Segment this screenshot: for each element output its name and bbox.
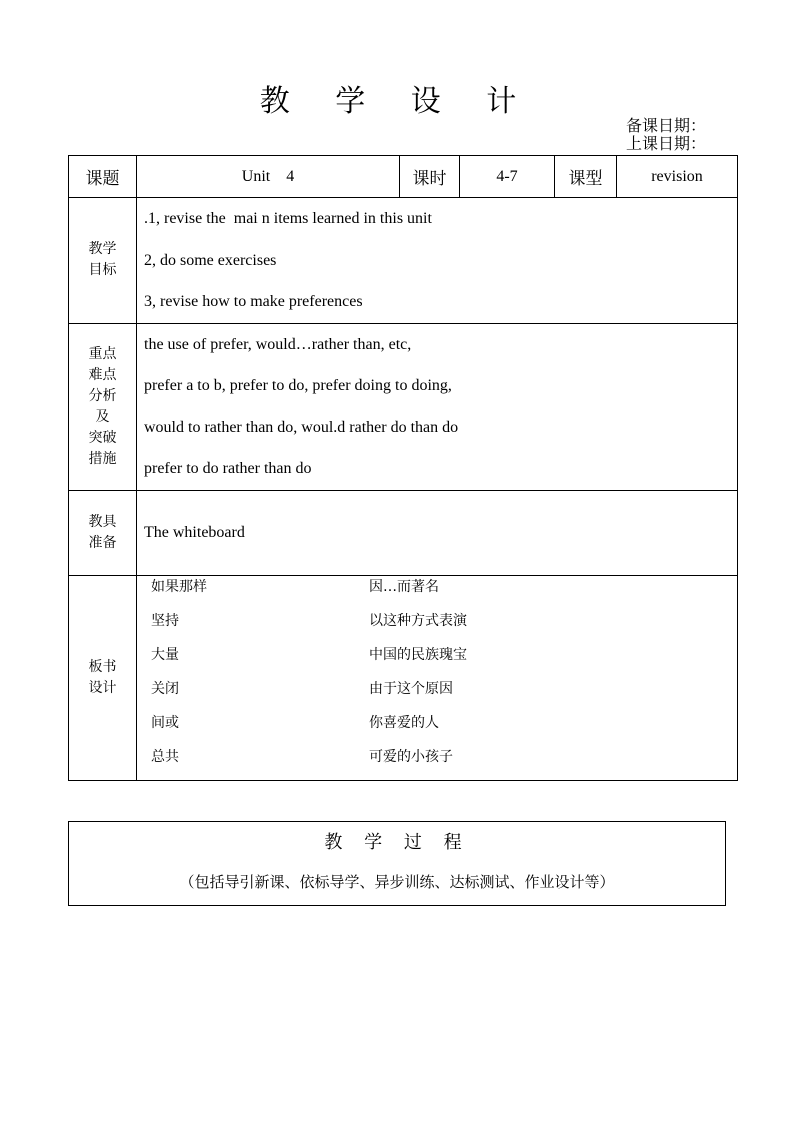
periods-label: 课时 xyxy=(400,156,460,198)
process-title: 教 学 过 程 xyxy=(324,832,470,853)
board-term: 大量 xyxy=(151,646,179,663)
prep-date-label: 备课日期： xyxy=(626,116,707,135)
board-phrase: 中国的民族瑰宝 xyxy=(369,646,467,663)
objective-item: 3, revise how to make preferences xyxy=(144,293,363,310)
key-point-item: prefer a to b, prefer to do, prefer doing to doing, xyxy=(144,377,452,394)
class-date-label: 上课日期： xyxy=(626,134,707,153)
topic-value: Unit 4 xyxy=(137,156,400,198)
board-phrase: 以这种方式表演 xyxy=(369,612,467,629)
page-title: 教 学 设 计 xyxy=(259,84,535,119)
process-subtitle: （包括导引新课、依标导学、异步训练、达标测试、作业设计等） xyxy=(179,873,615,891)
type-label: 课型 xyxy=(555,156,617,198)
key-point-item: prefer to do rather than do xyxy=(144,460,312,477)
date-fields xyxy=(626,117,706,153)
key-points-label: 重点 难点 分析 及 突破 措施 xyxy=(69,323,137,490)
topic-label: 课题 xyxy=(69,156,137,198)
lesson-plan-table xyxy=(68,155,738,781)
key-point-item: would to rather than do, woul.d rather do than do xyxy=(144,418,459,436)
objective-item: 2, do some exercises xyxy=(144,251,277,269)
board-phrase: 由于这个原因 xyxy=(369,680,453,697)
key-points-row xyxy=(69,323,738,490)
board-design-row xyxy=(69,575,738,780)
board-term: 总共 xyxy=(151,748,179,765)
objective-item: .1, revise the mai n items learned in this unit xyxy=(144,210,432,227)
board-design-label: 板书 设计 xyxy=(69,575,137,780)
teaching-process-box xyxy=(68,821,726,906)
board-term: 坚持 xyxy=(151,612,179,629)
header-row xyxy=(69,156,738,198)
objectives-list xyxy=(137,198,738,324)
board-design-content xyxy=(137,575,738,780)
key-points-list xyxy=(137,323,738,490)
tools-row xyxy=(69,490,738,575)
objectives-label: 教学 目标 xyxy=(69,198,137,324)
tools-label: 教具 准备 xyxy=(69,490,137,575)
type-value: revision xyxy=(617,156,738,198)
board-term: 如果那样 xyxy=(151,578,207,595)
objectives-row xyxy=(69,198,738,324)
board-phrase: 因…而著名 xyxy=(369,578,439,595)
board-term: 间或 xyxy=(151,714,179,731)
board-phrase: 你喜爱的人 xyxy=(369,714,439,731)
key-point-item: the use of prefer, would…rather than, etc, xyxy=(144,335,412,353)
periods-value: 4-7 xyxy=(460,156,555,198)
board-phrase: 可爱的小孩子 xyxy=(369,748,453,765)
tools-value: The whiteboard xyxy=(137,490,738,575)
board-term: 关闭 xyxy=(151,680,179,697)
